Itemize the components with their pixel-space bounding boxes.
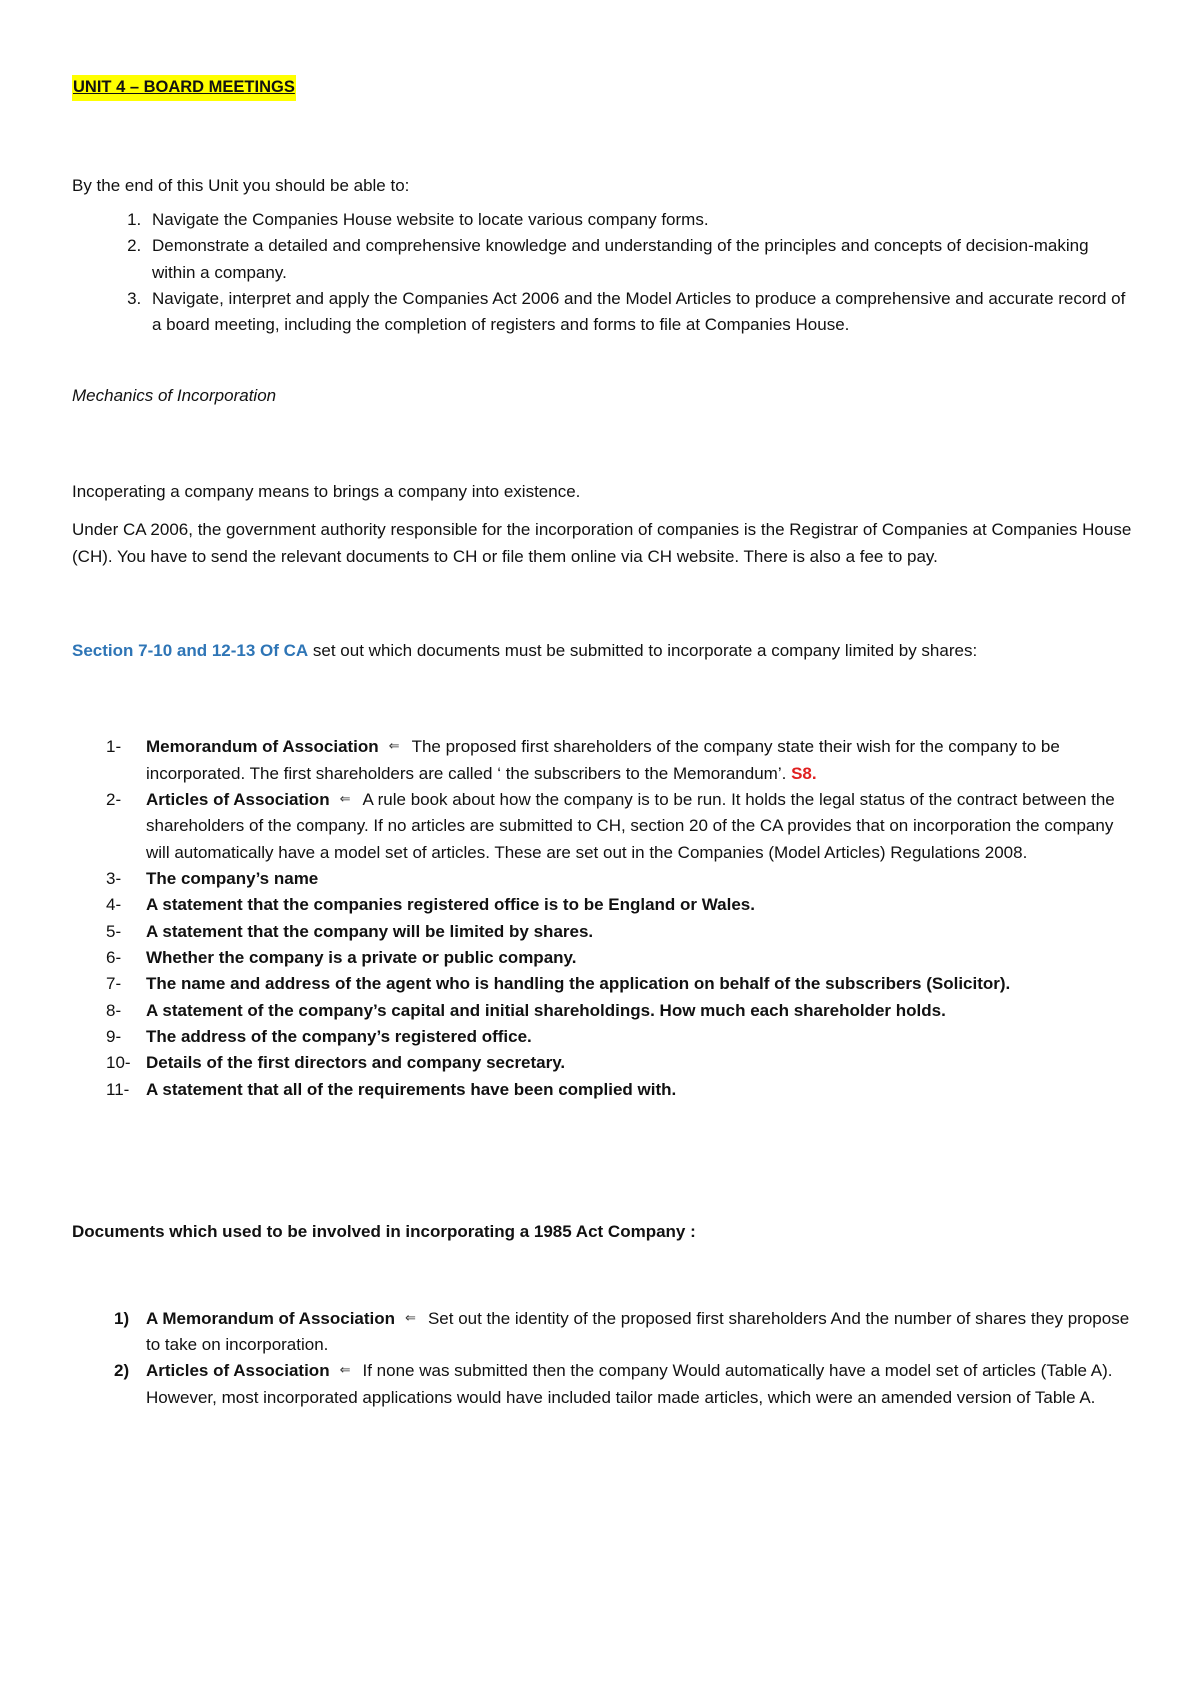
- section-heading-1985-act: Documents which used to be involved in incorporating a 1985 Act Company :: [72, 1222, 696, 1242]
- list-number: 2): [114, 1361, 130, 1381]
- intro-text: By the end of this Unit you should be able to:: [72, 175, 410, 195]
- docs-1985-list: [72, 1306, 1132, 1411]
- outcome-item: 1. Navigate the Companies House website to locate various company forms.: [146, 207, 1132, 233]
- required-documents-list: [72, 734, 1132, 1103]
- list-item: [72, 734, 1132, 787]
- list-item: [72, 1077, 1132, 1103]
- list-number: 3-: [106, 869, 122, 889]
- item-text: Set out the identity of the proposed first shareholders And the number of shares they propose to take on incorporation.: [146, 1308, 1130, 1354]
- item-text: The proposed first shareholders of the company state their wish for the company to be incorporated. The first shareholders are called ‘ the subscribers to the Memorandum’.: [146, 737, 1060, 783]
- item-text: If none was submitted then the company Would automatically have a model set of articles (Table A). However, most incorporated applications would have included tailor made articles, which were an amended version of Table A.: [146, 1361, 1113, 1407]
- list-item: [72, 1050, 1132, 1076]
- sections-paragraph: [72, 638, 1132, 664]
- arrow-left-icon: ⇐: [339, 1362, 351, 1378]
- list-item: [72, 866, 1132, 892]
- item-title: The address of the company’s registered office.: [146, 1027, 532, 1047]
- list-number: 2-: [106, 790, 122, 810]
- item-title: A statement that the companies registered office is to be England or Wales.: [146, 895, 755, 915]
- list-number: 1): [114, 1308, 130, 1328]
- list-number: 5-: [106, 921, 122, 941]
- document-page: [72, 74, 1132, 1411]
- list-number: 1-: [106, 737, 122, 757]
- incorporating-definition: Incoperating a company means to brings a company into existence.: [72, 481, 581, 501]
- section-heading-mechanics: Mechanics of Incorporation: [72, 385, 277, 405]
- outcome-item: 3. Navigate, interpret and apply the Companies Act 2006 and the Model Articles to produce a comprehensive and accurate record of a board meeting, including the completion of registers and forms to file at Companies House.: [146, 286, 1132, 339]
- list-number: 4-: [106, 895, 122, 915]
- item-title: Whether the company is a private or public company.: [146, 948, 577, 968]
- sections-text: set out which documents must be submitted to incorporate a company limited by shares:: [308, 641, 978, 660]
- item-title: Articles of Association: [146, 1361, 330, 1381]
- page-title: UNIT 4 – BOARD MEETINGS: [72, 75, 296, 101]
- list-item: [72, 998, 1132, 1024]
- arrow-left-icon: ⇐: [339, 791, 351, 807]
- list-number: 11-: [106, 1079, 130, 1099]
- list-item: [72, 971, 1132, 997]
- item-title: The name and address of the agent who is handling the application on behalf of the subscribers (Solicitor).: [146, 974, 1011, 994]
- item-title: A Memorandum of Association: [146, 1308, 396, 1328]
- item-title: A statement that all of the requirements have been complied with.: [146, 1079, 677, 1099]
- item-title: A statement of the company’s capital and initial shareholdings. How much each shareholder holds.: [146, 1000, 946, 1020]
- list-number: 10-: [106, 1053, 131, 1073]
- section-reference: Section 7-10 and 12-13 Of CA: [72, 641, 309, 660]
- list-item: [72, 919, 1132, 945]
- item-title: Details of the first directors and company secretary.: [146, 1053, 566, 1073]
- item-title: The company’s name: [146, 869, 319, 889]
- arrow-left-icon: ⇐: [388, 738, 400, 754]
- list-number: 9-: [106, 1027, 122, 1047]
- arrow-left-icon: ⇐: [405, 1309, 416, 1325]
- outcome-item: 2. Demonstrate a detailed and comprehensive knowledge and understanding of the principles and concepts of decision-making within a company.: [146, 233, 1132, 286]
- list-number: 6-: [106, 948, 122, 968]
- list-number: 8-: [106, 1000, 122, 1020]
- list-number: 7-: [106, 974, 122, 994]
- item-title: Articles of Association: [146, 790, 330, 810]
- item-title: A statement that the company will be limited by shares.: [146, 921, 594, 941]
- list-item: [72, 892, 1132, 918]
- item-title: Memorandum of Association: [146, 737, 379, 757]
- list-item: [72, 787, 1132, 866]
- list-item: [72, 945, 1132, 971]
- list-item: [72, 1358, 1132, 1411]
- learning-outcomes-list: [72, 207, 1132, 339]
- item-text: A rule book about how the company is to be run. It holds the legal status of the contract between the shareholders of the company. If no articles are submitted to CH, section 20 of the CA provides that on incorporation the company will automatically have a model set of articles. These are set out in the Companies (Model Articles) Regulations 2008.: [146, 790, 1115, 862]
- statute-reference: S8.: [791, 763, 817, 783]
- registrar-paragraph: Under CA 2006, the government authority responsible for the incorporation of companies is the Registrar of Companies at Companies House (CH). You have to send the relevant documents to CH or file them online via CH website. There is also a fee to pay.: [72, 520, 1132, 566]
- list-item: [72, 1024, 1132, 1050]
- list-item: [72, 1306, 1132, 1359]
